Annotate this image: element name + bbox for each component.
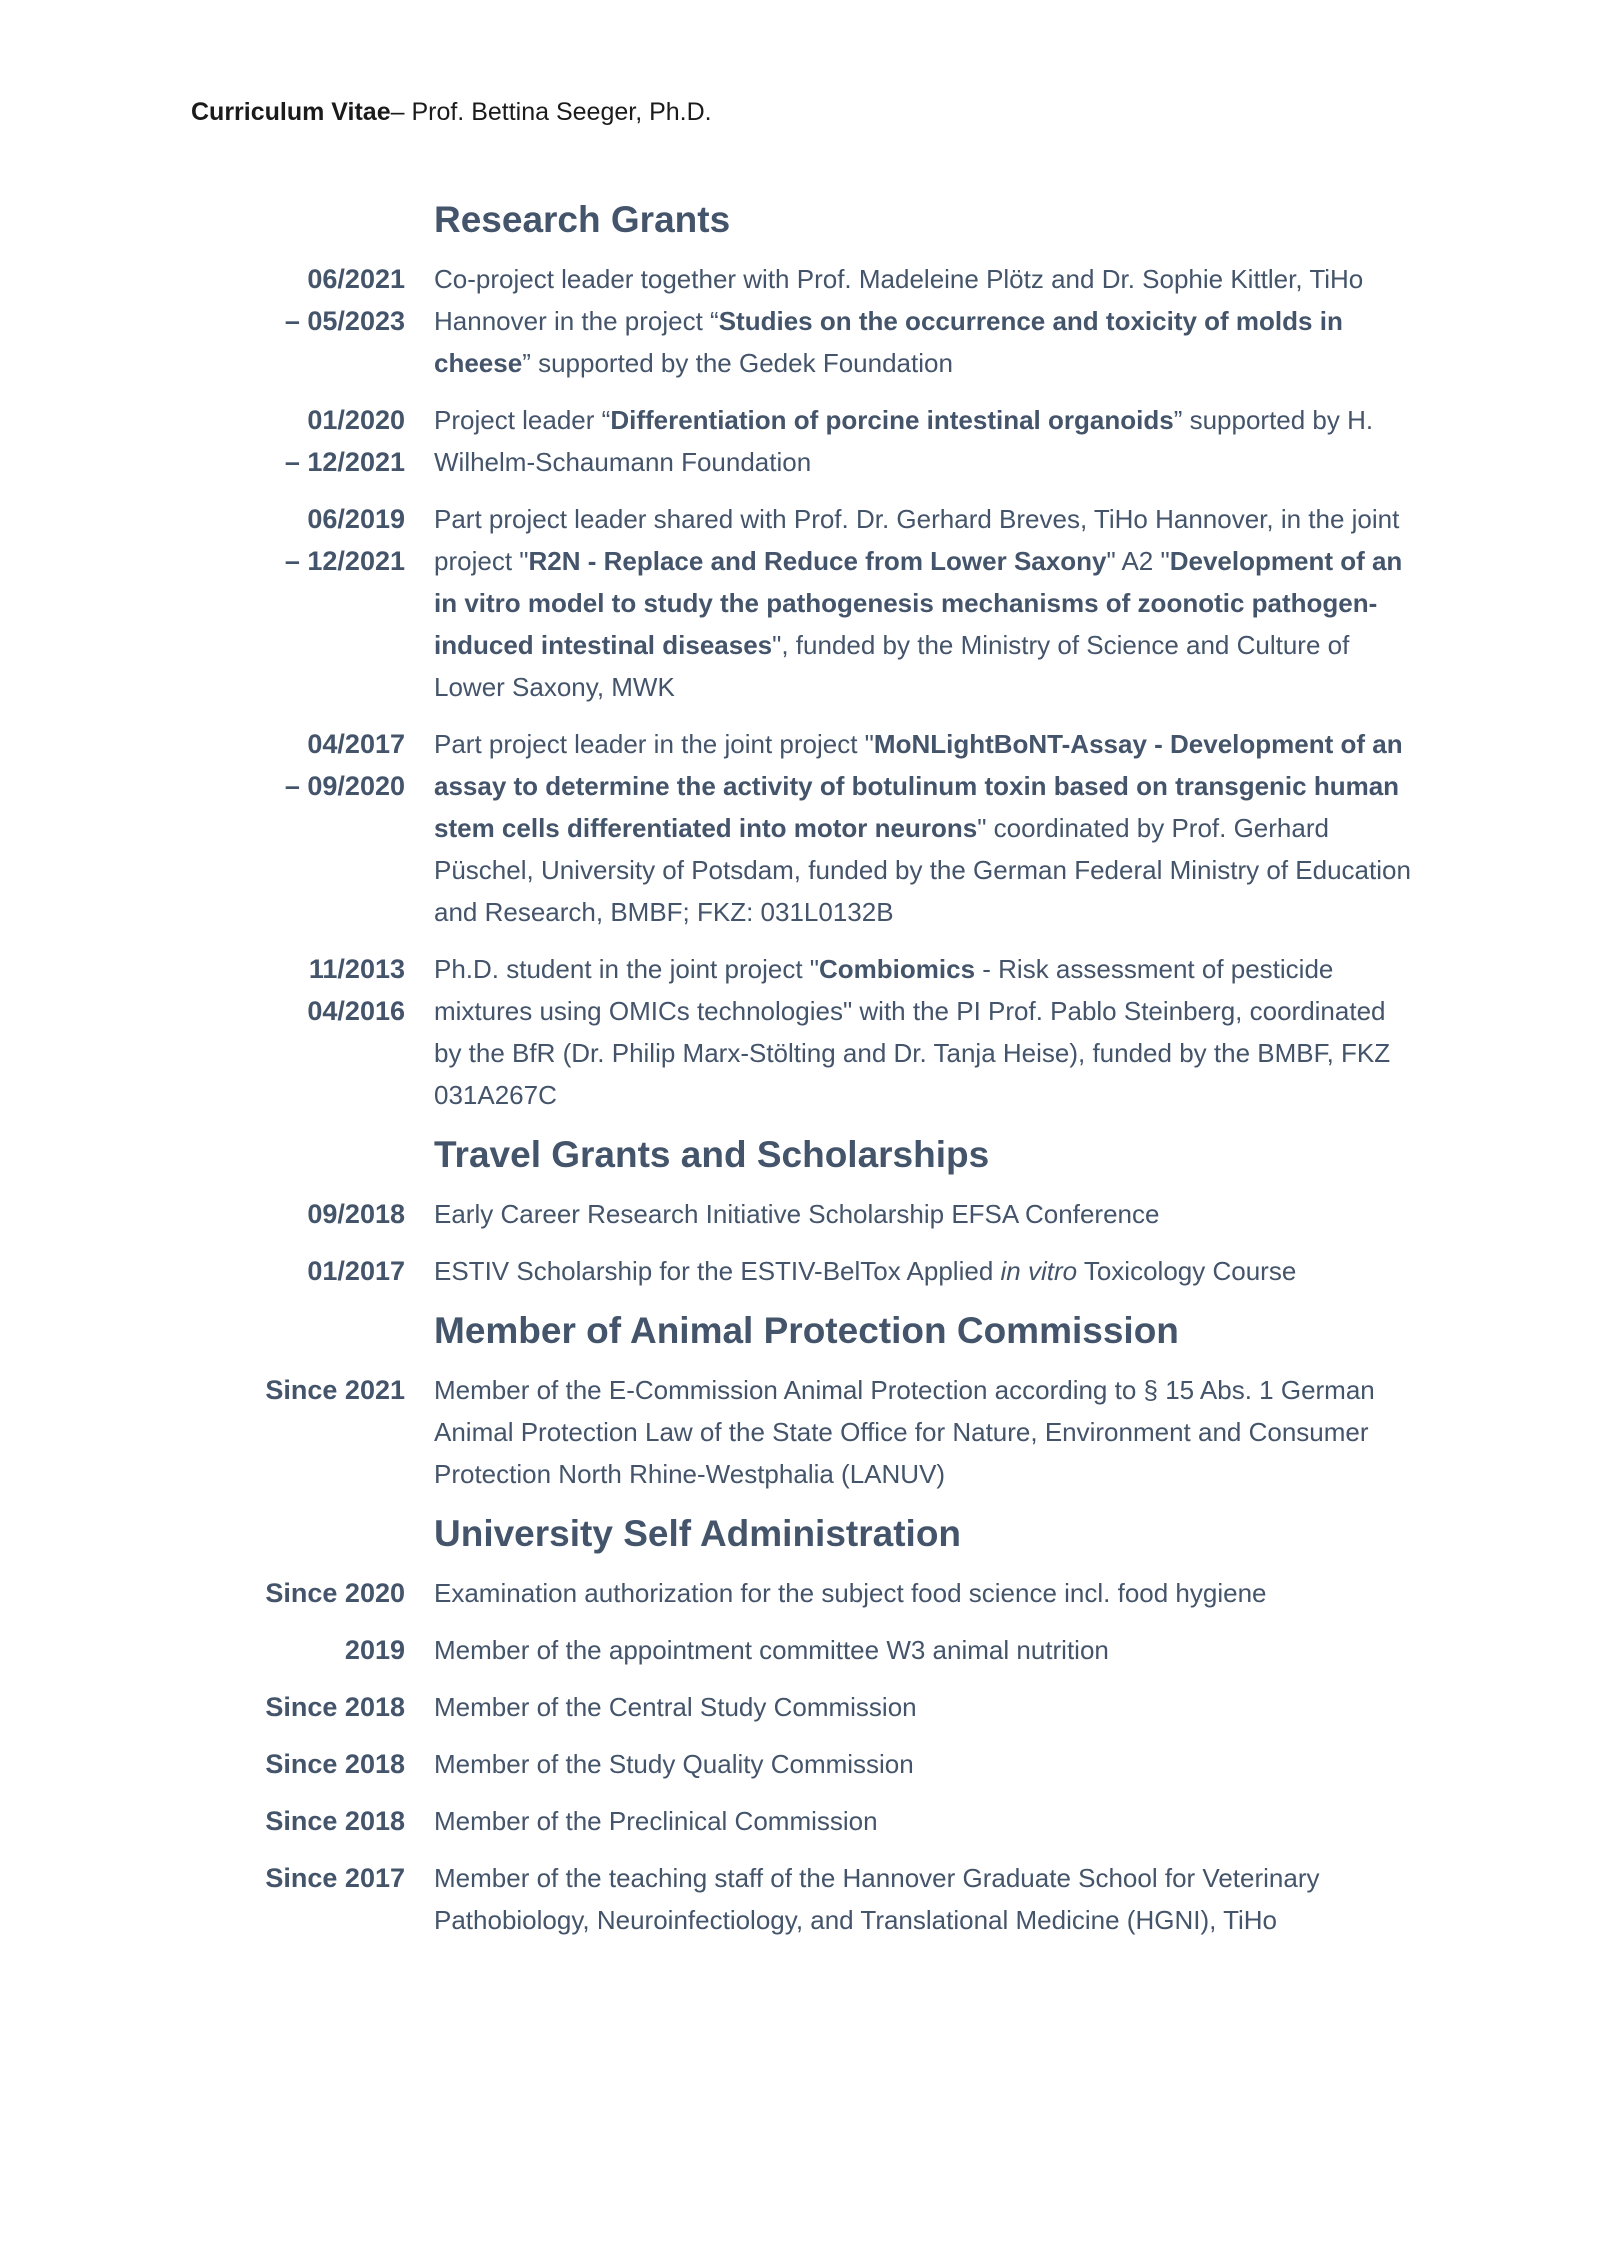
entry-date bbox=[0, 1686, 405, 1728]
entry-date bbox=[0, 1629, 405, 1671]
entry-description bbox=[434, 1369, 1419, 1495]
entry-description bbox=[434, 948, 1419, 1116]
entry-text: Member of the teaching staff of the Hannover Graduate School for Veterinary Pathobiology, Neuroinfectiology, and Translational Medicine (HGNI), TiHo bbox=[434, 1863, 1320, 1935]
entry-text: ” supported by H. Wilhelm-Schaumann Foundation bbox=[434, 405, 1374, 477]
entry-text-bold: Differentiation of porcine intestinal organoids bbox=[610, 405, 1174, 435]
cv-entry bbox=[0, 1369, 1600, 1495]
cv-entry bbox=[0, 1686, 1600, 1728]
entry-text: Member of the appointment committee W3 animal nutrition bbox=[434, 1635, 1109, 1665]
cv-entry bbox=[0, 1572, 1600, 1614]
entry-text: Part project leader in the joint project " bbox=[434, 729, 874, 759]
entry-description bbox=[434, 1743, 1419, 1785]
entry-text-bold: Studies on the occurrence and toxicity of molds in cheese bbox=[434, 306, 1343, 378]
entry-date-line: 04/2017 bbox=[307, 729, 405, 759]
entry-date-line: 01/2017 bbox=[307, 1256, 405, 1286]
entry-text: Early Career Research Initiative Scholarship EFSA Conference bbox=[434, 1199, 1160, 1229]
entry-description bbox=[434, 498, 1419, 708]
cv-entry bbox=[0, 1857, 1600, 1941]
entry-date-line: – 12/2021 bbox=[284, 546, 405, 576]
entry-description bbox=[434, 1629, 1419, 1671]
cv-entry bbox=[0, 1800, 1600, 1842]
entry-text: Member of the Preclinical Commission bbox=[434, 1806, 878, 1836]
entry-text: Member of the Study Quality Commission bbox=[434, 1749, 914, 1779]
entry-text: ” supported by the Gedek Foundation bbox=[522, 348, 953, 378]
cv-entry bbox=[0, 948, 1600, 1116]
cv-entry bbox=[0, 1629, 1600, 1671]
entry-description bbox=[434, 1250, 1419, 1292]
entry-text-bold: R2N - Replace and Reduce from Lower Saxony bbox=[528, 546, 1107, 576]
entry-text: Co-project leader together with Prof. Madeleine Plötz and Dr. Sophie Kittler, TiHo Hannover in the project “ bbox=[434, 264, 1364, 336]
entry-text: ", funded by the Ministry of Science and Culture of Lower Saxony, MWK bbox=[434, 630, 1350, 702]
entry-description bbox=[434, 399, 1419, 483]
cv-entry bbox=[0, 399, 1600, 483]
cv-entry bbox=[0, 1743, 1600, 1785]
entry-date bbox=[0, 399, 405, 483]
entry-date bbox=[0, 723, 405, 933]
entry-description bbox=[434, 1686, 1419, 1728]
cv-entry bbox=[0, 1250, 1600, 1292]
entry-date bbox=[0, 498, 405, 708]
entry-date-line: 06/2019 bbox=[307, 504, 405, 534]
cv-entry bbox=[0, 498, 1600, 708]
entry-text-bold: Development of an in vitro model to study the pathogenesis mechanisms of zoonotic pathogen-induced intestinal diseases bbox=[434, 546, 1403, 660]
entry-date-line: – 09/2020 bbox=[284, 771, 405, 801]
cv-content bbox=[0, 190, 1600, 1956]
entry-date bbox=[0, 258, 405, 384]
entry-date-line: Since 2018 bbox=[265, 1806, 405, 1836]
cv-entry bbox=[0, 258, 1600, 384]
entry-date bbox=[0, 1250, 405, 1292]
entry-date-line: 2019 bbox=[344, 1635, 405, 1665]
cv-entry bbox=[0, 723, 1600, 933]
entry-date bbox=[0, 1369, 405, 1495]
cv-entry bbox=[0, 1193, 1600, 1235]
entry-text: ESTIV Scholarship for the ESTIV-BelTox Applied bbox=[434, 1256, 1001, 1286]
entry-text: " A2 " bbox=[1106, 546, 1170, 576]
entry-date-line: 04/2016 bbox=[307, 996, 405, 1026]
entry-date bbox=[0, 1572, 405, 1614]
entry-text: " coordinated by Prof. Gerhard Püschel, University of Potsdam, funded by the German Federal Ministry of Education and Research, BMBF; FKZ: 031L0132B bbox=[434, 813, 1411, 927]
entry-description bbox=[434, 1857, 1419, 1941]
entry-date-line: – 05/2023 bbox=[284, 306, 405, 336]
entry-date-line: Since 2020 bbox=[265, 1578, 405, 1608]
header-label-bold: Curriculum Vitae bbox=[191, 98, 391, 126]
entry-date bbox=[0, 1743, 405, 1785]
entry-text: Examination authorization for the subject food science incl. food hygiene bbox=[434, 1578, 1267, 1608]
entry-date-line: 11/2013 bbox=[308, 954, 405, 984]
entry-text: Member of the Central Study Commission bbox=[434, 1692, 917, 1722]
entry-date-line: 01/2020 bbox=[307, 405, 405, 435]
entry-text-bold: Combiomics bbox=[819, 954, 976, 984]
section-heading: Travel Grants and Scholarships bbox=[434, 1134, 990, 1175]
entry-text: - Risk assessment of pesticide mixtures using OMICs technologies" with the PI Prof. Pablo Steinberg, coordinated by the BfR (Dr. Philip Marx-Stölting and Dr. Tanja Heise), funded by the BMBF, FKZ 031A267C bbox=[434, 954, 1391, 1110]
entry-date-line: 09/2018 bbox=[307, 1199, 405, 1229]
entry-description bbox=[434, 1193, 1419, 1235]
entry-text: Project leader “ bbox=[434, 405, 611, 435]
entry-date-line: Since 2018 bbox=[265, 1749, 405, 1779]
entry-date-line: Since 2017 bbox=[265, 1863, 405, 1893]
section-heading: Research Grants bbox=[434, 199, 731, 240]
entry-text: Member of the E-Commission Animal Protection according to § 15 Abs. 1 German Animal Protection Law of the State Office for Nature, Environment and Consumer Protection North Rhine-Westphalia (LANUV) bbox=[434, 1375, 1375, 1489]
entry-text-italic: in vitro bbox=[1000, 1256, 1078, 1286]
entry-text: Ph.D. student in the joint project " bbox=[434, 954, 819, 984]
entry-date bbox=[0, 1800, 405, 1842]
entry-description bbox=[434, 723, 1419, 933]
entry-description bbox=[434, 1800, 1419, 1842]
section-heading: University Self Administration bbox=[434, 1513, 962, 1554]
entry-date bbox=[0, 1193, 405, 1235]
entry-date bbox=[0, 1857, 405, 1941]
header-label-rest: – Prof. Bettina Seeger, Ph.D. bbox=[390, 98, 712, 126]
entry-date-line: 06/2021 bbox=[307, 264, 405, 294]
entry-date-line: Since 2021 bbox=[265, 1375, 405, 1405]
entry-text: Part project leader shared with Prof. Dr. Gerhard Breves, TiHo Hannover, in the joint project " bbox=[434, 504, 1400, 576]
page-header bbox=[191, 98, 712, 127]
section-heading: Member of Animal Protection Commission bbox=[434, 1310, 1179, 1351]
entry-text: Toxicology Course bbox=[1077, 1256, 1297, 1286]
entry-description bbox=[434, 258, 1419, 384]
entry-date bbox=[0, 948, 405, 1116]
entry-description bbox=[434, 1572, 1419, 1614]
entry-text-bold: MoNLightBoNT-Assay - Development of an assay to determine the activity of botulinum toxin based on transgenic human stem cells differentiated into motor neurons bbox=[434, 729, 1403, 843]
entry-date-line: Since 2018 bbox=[265, 1692, 405, 1722]
entry-date-line: – 12/2021 bbox=[284, 447, 405, 477]
